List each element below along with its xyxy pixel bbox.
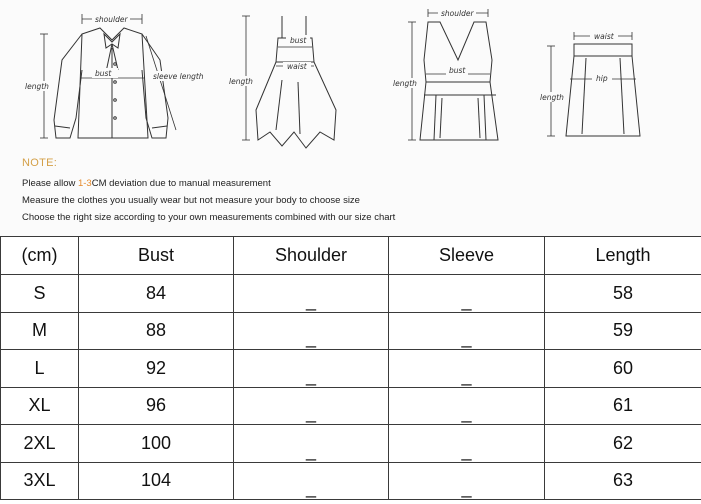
header-length: Length [545,237,701,275]
shoulder-cell [234,425,389,463]
size-cell: 3XL [1,462,79,500]
skirt-hip-label: hip [596,74,608,83]
shoulder-cell [234,275,389,313]
shoulder-value: _ [305,365,316,386]
sleeve-value: _ [461,478,472,499]
length-cell: 62 [545,425,701,463]
sleeve-cell [389,387,545,425]
length-cell: 61 [545,387,701,425]
table-row [1,312,701,350]
table-row [1,462,701,500]
table-row [1,425,701,463]
sleeve-cell [389,275,545,313]
note-line-deviation-text-end: CM deviation due to manual measurement [91,178,271,189]
shirt-length-label: length [25,82,49,91]
bust-cell: 104 [79,462,234,500]
header-shoulder: Shoulder [234,237,389,275]
bust-cell: 100 [79,425,234,463]
size-chart-table [0,236,701,500]
bust-cell: 96 [79,387,234,425]
camisole-shoulder-label: shoulder [441,9,474,18]
shirt-shoulder-label: shoulder [95,15,128,24]
header-sleeve: Sleeve [389,237,545,275]
note-deviation-range: 1-3 [77,178,92,189]
table-row [1,387,701,425]
size-cell: L [1,350,79,388]
sleeve-value: _ [461,328,472,349]
skirt-illustration [566,44,640,136]
note-line-deviation-text: Please allow [22,178,78,189]
size-cell: 2XL [1,425,79,463]
size-cell: S [1,275,79,313]
camisole-illustration [420,22,498,140]
table-row [1,275,701,313]
note-title: NOTE: [22,157,58,169]
shirt-illustration [54,28,168,138]
length-cell: 63 [545,462,701,500]
sleeve-cell [389,350,545,388]
size-cell: M [1,312,79,350]
shoulder-cell [234,462,389,500]
bust-cell: 88 [79,312,234,350]
shoulder-value: _ [305,440,316,461]
length-cell: 58 [545,275,701,313]
sleeve-cell [389,312,545,350]
length-cell: 60 [545,350,701,388]
shoulder-cell [234,350,389,388]
table-row [1,350,701,388]
header-bust: Bust [79,237,234,275]
note-line-deviation [22,178,682,190]
shoulder-value: _ [305,328,316,349]
note-line-measure: Measure the clothes you usually wear but not measure your body to choose size [22,195,360,206]
skirt-length-label: length [540,93,564,102]
shoulder-value: _ [305,403,316,424]
size-cell: XL [1,387,79,425]
sleeve-cell [389,462,545,500]
bust-cell: 84 [79,275,234,313]
dress-bust-label: bust [290,36,307,45]
sleeve-value: _ [461,440,472,461]
camisole-length-label: length [393,79,417,88]
measurement-note [22,157,682,229]
shoulder-value: _ [305,290,316,311]
length-cell: 59 [545,312,701,350]
table-header-row [1,237,701,275]
sleeve-value: _ [461,290,472,311]
sleeve-value: _ [461,365,472,386]
measurement-diagram [0,0,701,236]
shoulder-cell [234,387,389,425]
shoulder-value: _ [305,478,316,499]
camisole-bust-label: bust [449,66,466,75]
skirt-waist-label: waist [594,32,614,41]
sleeve-value: _ [461,403,472,424]
dress-waist-label: waist [287,62,307,71]
sleeve-cell [389,425,545,463]
bust-cell: 92 [79,350,234,388]
header-unit: (cm) [1,237,79,275]
shirt-sleeve-label: sleeve length [153,72,204,81]
dress-length-label: length [229,77,253,86]
note-line-choose: Choose the right size according to your own measurements combined with our size chart [22,212,396,223]
shoulder-cell [234,312,389,350]
shirt-bust-label: bust [95,69,112,78]
